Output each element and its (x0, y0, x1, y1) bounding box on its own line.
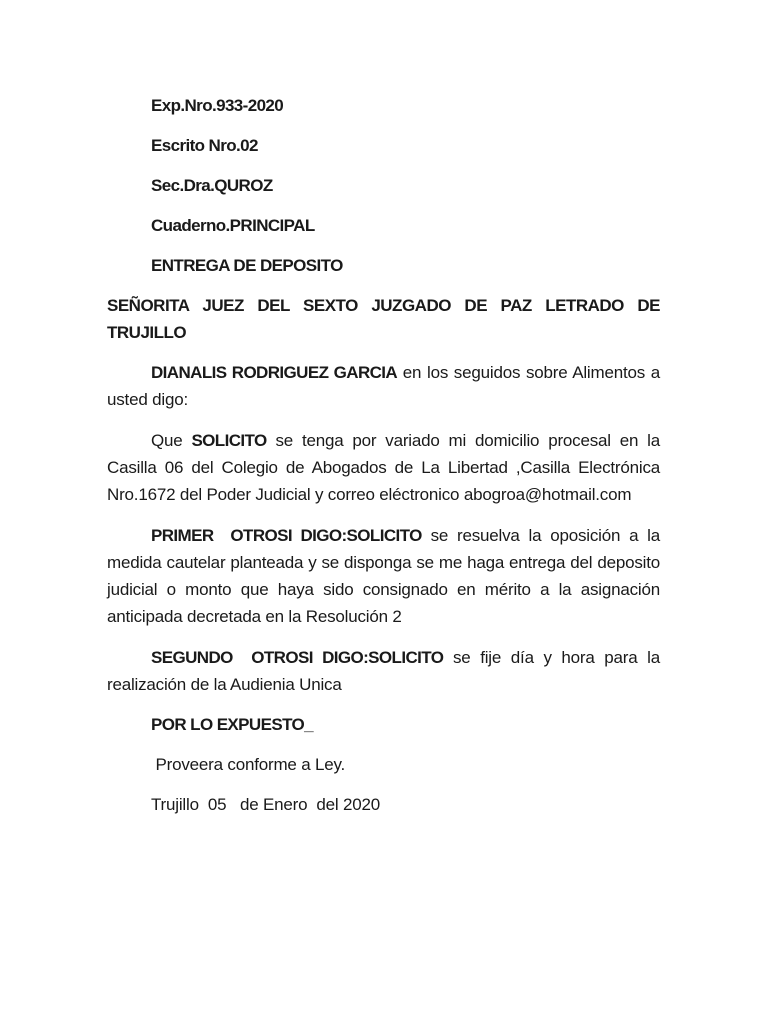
cuaderno: Cuaderno.PRINCIPAL (151, 216, 315, 235)
intro-paragraph (107, 359, 660, 413)
first-otrosi-heading: PRIMER OTROSI DIGO:SOLICITO (151, 526, 422, 545)
petitioner-name: DIANALIS RODRIGUEZ GARCIA (151, 363, 398, 382)
document-page (107, 0, 660, 1024)
escrito-number: Escrito Nro.02 (151, 136, 258, 155)
proveera-text: Proveera conforme a Ley. (151, 755, 346, 774)
request-paragraph (107, 427, 660, 508)
expediente-number: Exp.Nro.933-2020 (151, 96, 284, 115)
sumilla: ENTREGA DE DEPOSITO (151, 256, 343, 275)
request-text: se tenga por variado mi domicilio procesal en la Casilla 06 del Colegio de Abogados de La Libertad ,Casilla Electrónica Nro.1672 del Poder Judicial y correo eléctronico abogroa@hotmail.com (107, 431, 660, 504)
date-line: Trujillo 05 de Enero del 2020 (151, 795, 381, 814)
request-lead: Que (151, 431, 192, 450)
intro-text: en los seguidos sobre Alimentos a usted digo: (107, 363, 660, 409)
request-keyword: SOLICITO (191, 431, 267, 450)
first-otrosi-paragraph (107, 522, 660, 630)
first-otrosi-text: se resuelva la oposición a la medida cautelar planteada y se disponga se me haga entrega del deposito judicial o monto que haya sido consignado en mérito a la asignación anticipada decretada en la Resolución 2 (107, 526, 661, 626)
addressee: SEÑORITA JUEZ DEL SEXTO JUZGADO DE PAZ LETRADO DE TRUJILLO (107, 296, 660, 342)
second-otrosi-heading: SEGUNDO OTROSI DIGO:SOLICITO (151, 648, 444, 667)
second-otrosi-text: se fije día y hora para la realización de la Audienia Unica (107, 648, 660, 694)
por-lo-expuesto: POR LO EXPUESTO_ (151, 715, 314, 734)
second-otrosi-paragraph (107, 644, 660, 698)
secretary: Sec.Dra.QUROZ (151, 176, 273, 195)
